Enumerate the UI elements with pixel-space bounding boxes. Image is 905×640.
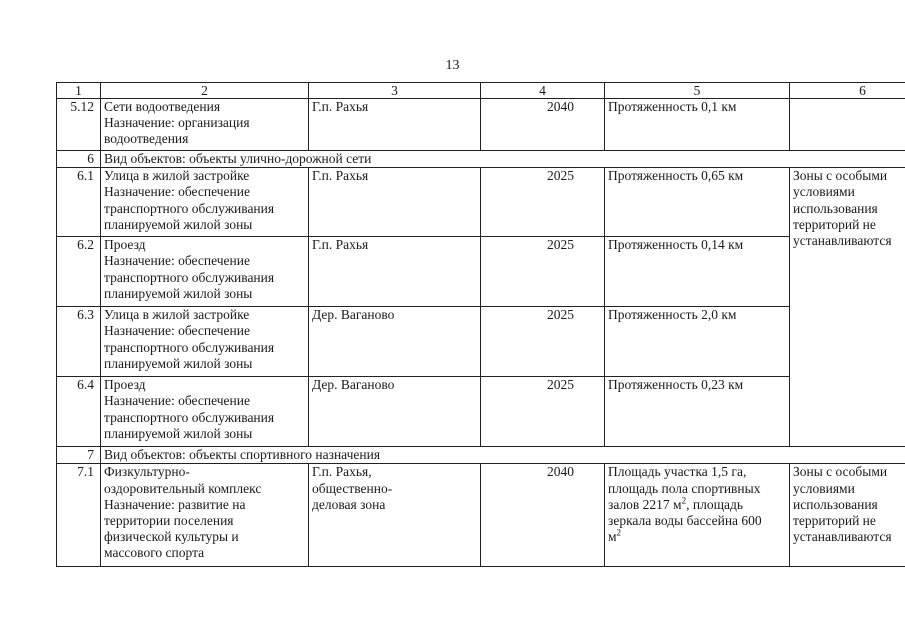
- section-row: [57, 151, 905, 168]
- parameter-text: м: [608, 529, 617, 545]
- year-cell: 2025: [481, 377, 605, 447]
- zones-line: использования: [793, 200, 878, 216]
- description-line: Назначение: обеспечение: [104, 253, 250, 269]
- row-number: 6.2: [57, 237, 101, 307]
- object-description: [101, 464, 309, 567]
- parameter-line: Площадь участка 1,5 га,: [608, 464, 747, 480]
- zones-line: условиями: [793, 184, 855, 200]
- zones-line: Зоны с особыми: [793, 464, 888, 480]
- section-number: 6: [57, 151, 101, 168]
- description-line: Назначение: обеспечение: [104, 393, 250, 409]
- year-cell: 2025: [481, 168, 605, 237]
- header-cell: 3: [309, 83, 481, 99]
- year-cell: 2040: [481, 99, 605, 151]
- description-line: территории поселения: [104, 513, 234, 529]
- planning-table: [56, 82, 905, 567]
- zones-line: устанавливаются: [793, 233, 892, 249]
- description-line: планируемой жилой зоны: [104, 285, 253, 301]
- description-line: планируемой жилой зоны: [104, 216, 253, 232]
- section-number: 7: [57, 447, 101, 464]
- zones-line: устанавливаются: [793, 529, 892, 545]
- row-number: 7.1: [57, 464, 101, 567]
- parameter-line: зеркала воды бассейна 600: [608, 513, 762, 529]
- description-line: Назначение: обеспечение: [104, 184, 250, 200]
- page-number: 13: [445, 58, 460, 73]
- parameter-cell: Протяженность 0,23 км: [605, 377, 790, 447]
- row-number: 6.3: [57, 307, 101, 377]
- description-line: транспортного обслуживания: [104, 339, 275, 355]
- zones-cell: [790, 464, 905, 567]
- description-line: планируемой жилой зоны: [104, 355, 253, 371]
- location-cell: [309, 464, 481, 567]
- table-row: [57, 99, 905, 151]
- row-number: 5.12: [57, 99, 101, 151]
- zones-line: территорий не: [793, 513, 876, 529]
- parameter-cell: Протяженность 0,14 км: [605, 237, 790, 307]
- parameter-cell: Протяженность 0,65 км: [605, 168, 790, 237]
- object-description: [101, 237, 309, 307]
- year-cell: 2025: [481, 237, 605, 307]
- description-line: массового спорта: [104, 545, 205, 561]
- header-cell: 1: [57, 83, 101, 99]
- object-description: [101, 307, 309, 377]
- location-line: общественно-: [312, 480, 393, 496]
- object-description: [101, 99, 309, 151]
- description-line: планируемой жилой зоны: [104, 425, 253, 441]
- superscript: 2: [616, 527, 622, 538]
- parameter-cell: Протяженность 2,0 км: [605, 307, 790, 377]
- section-row: [57, 447, 905, 464]
- table-row: [57, 377, 905, 447]
- description-line: Назначение: обеспечение: [104, 323, 250, 339]
- location-cell: Дер. Ваганово: [309, 307, 481, 377]
- parameter-cell: [605, 464, 790, 567]
- description-line: оздоровительный комплекс: [104, 480, 262, 496]
- location-line: Г.п. Рахья,: [312, 464, 372, 480]
- description-line: Улица в жилой застройке: [104, 168, 250, 184]
- year-cell: 2025: [481, 307, 605, 377]
- parameter-line: [608, 497, 786, 513]
- description-line: физической культуры и: [104, 529, 239, 545]
- zones-line: Зоны с особыми: [793, 168, 888, 184]
- table-row: [57, 307, 905, 377]
- description-line: транспортного обслуживания: [104, 409, 275, 425]
- superscript: 2: [681, 495, 687, 506]
- table-row: [57, 237, 905, 307]
- description-line: Физкультурно-: [104, 464, 190, 480]
- table-row: [57, 168, 905, 237]
- parameter-text: залов 2217 м: [608, 496, 682, 512]
- location-line: деловая зона: [312, 496, 386, 512]
- zones-cell: [790, 99, 905, 151]
- description-line: Назначение: развитие на: [104, 496, 246, 512]
- section-title: Вид объектов: объекты улично-дорожной сети: [101, 151, 905, 168]
- description-line: Проезд: [104, 237, 146, 253]
- parameter-line: площадь пола спортивных: [608, 480, 761, 496]
- row-number: 6.4: [57, 377, 101, 447]
- object-description: [101, 168, 309, 237]
- header-cell: 6: [790, 83, 905, 99]
- description-line: транспортного обслуживания: [104, 200, 275, 216]
- year-cell: 2040: [481, 464, 605, 567]
- header-cell: 2: [101, 83, 309, 99]
- section-title: Вид объектов: объекты спортивного назначения: [101, 447, 905, 464]
- zones-line: условиями: [793, 480, 855, 496]
- parameter-line: [608, 529, 786, 545]
- parameter-text: , площадь: [686, 496, 743, 512]
- header-cell: 5: [605, 83, 790, 99]
- object-description: [101, 377, 309, 447]
- header-cell: 4: [481, 83, 605, 99]
- location-cell: Г.п. Рахья: [309, 99, 481, 151]
- description-line: транспортного обслуживания: [104, 269, 275, 285]
- table-row: [57, 464, 905, 567]
- zones-line: территорий не: [793, 216, 876, 232]
- table-header-row: [57, 83, 905, 99]
- row-number: 6.1: [57, 168, 101, 237]
- zones-cell: [790, 168, 905, 447]
- description-line: водоотведения: [104, 131, 189, 147]
- location-cell: Г.п. Рахья: [309, 168, 481, 237]
- location-cell: Г.п. Рахья: [309, 237, 481, 307]
- description-line: Сети водоотведения: [104, 99, 221, 114]
- description-line: Проезд: [104, 377, 146, 393]
- zones-line: использования: [793, 496, 878, 512]
- location-cell: Дер. Ваганово: [309, 377, 481, 447]
- parameter-cell: Протяженность 0,1 км: [605, 99, 790, 151]
- description-line: Назначение: организация: [104, 115, 250, 131]
- description-line: Улица в жилой застройке: [104, 307, 250, 323]
